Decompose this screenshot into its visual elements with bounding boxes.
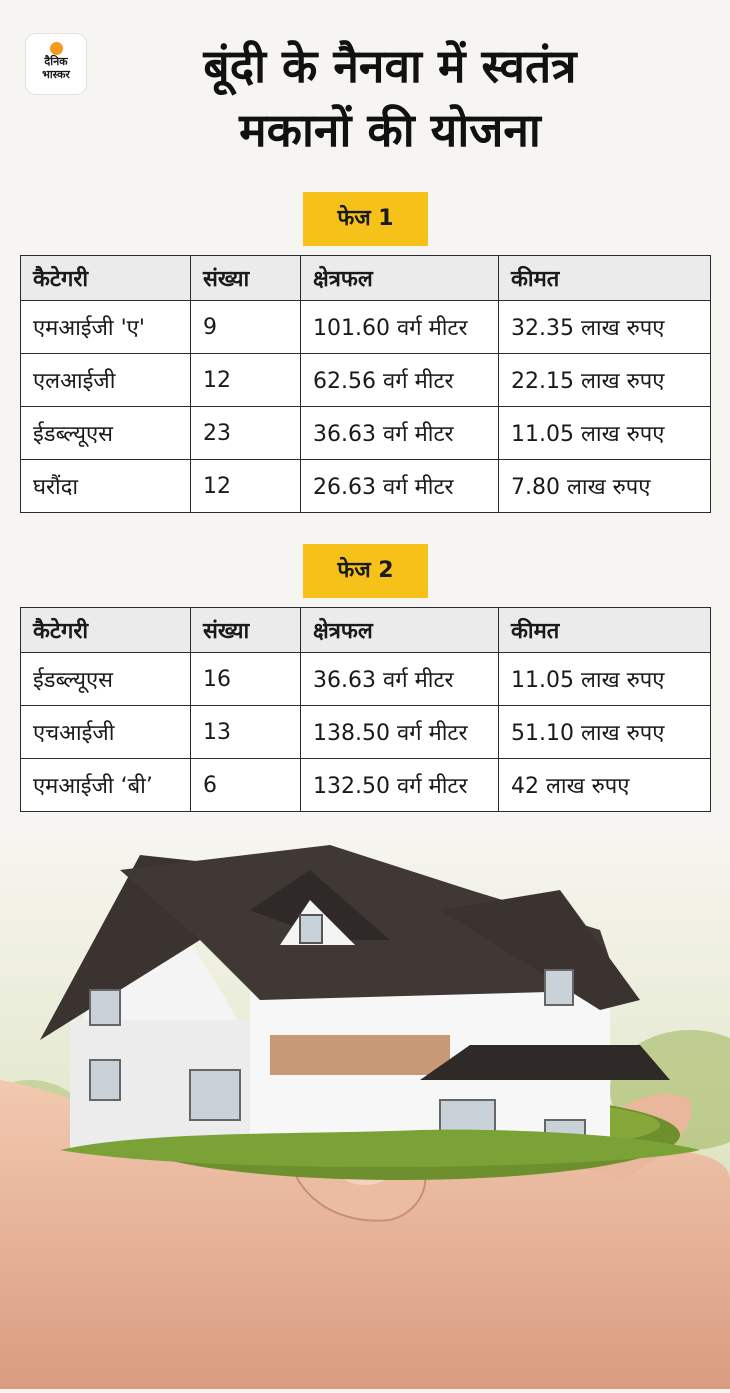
cell-area: 101.60 वर्ग मीटर (301, 301, 499, 354)
table-row (21, 759, 711, 812)
page-title (100, 34, 680, 162)
column-header-price: कीमत (499, 608, 711, 653)
table-header-row (21, 256, 711, 301)
cell-count: 12 (191, 460, 301, 513)
cell-category: एचआईजी (21, 706, 191, 759)
cell-count: 6 (191, 759, 301, 812)
phase-2-table (20, 607, 711, 812)
title-line-2: मकानों की योजना (239, 103, 541, 157)
column-header-category: कैटेगरी (21, 256, 191, 301)
column-header-count: संख्या (191, 256, 301, 301)
table-row (21, 354, 711, 407)
cell-category: ईडब्ल्यूएस (21, 653, 191, 706)
table-row (21, 407, 711, 460)
cell-price: 22.15 लाख रुपए (499, 354, 711, 407)
phase-1-table (20, 255, 711, 513)
cell-category: एमआईजी ‘बी’ (21, 759, 191, 812)
cell-category: एलआईजी (21, 354, 191, 407)
cell-category: ईडब्ल्यूएस (21, 407, 191, 460)
cell-area: 132.50 वर्ग मीटर (301, 759, 499, 812)
header (0, 0, 730, 180)
table-header-row (21, 608, 711, 653)
cell-price: 11.05 लाख रुपए (499, 407, 711, 460)
cell-count: 9 (191, 301, 301, 354)
column-header-count: संख्या (191, 608, 301, 653)
cell-category: एमआईजी 'ए' (21, 301, 191, 354)
cell-category: घरौंदा (21, 460, 191, 513)
table-row (21, 460, 711, 513)
title-line-1: बूंदी के नैनवा में स्वतंत्र (203, 39, 577, 93)
cell-area: 26.63 वर्ग मीटर (301, 460, 499, 513)
logo-text-line1: दैनिक (44, 55, 68, 68)
cell-count: 16 (191, 653, 301, 706)
cell-count: 13 (191, 706, 301, 759)
dainik-bhaskar-logo[interactable] (26, 34, 86, 94)
table-row (21, 706, 711, 759)
column-header-area: क्षेत्रफल (301, 256, 499, 301)
cell-price: 32.35 लाख रुपए (499, 301, 711, 354)
phase-1-badge: फेज 1 (303, 192, 428, 246)
house-illustration (0, 830, 730, 1389)
cell-price: 42 लाख रुपए (499, 759, 711, 812)
cell-area: 138.50 वर्ग मीटर (301, 706, 499, 759)
cell-area: 62.56 वर्ग मीटर (301, 354, 499, 407)
table-row (21, 301, 711, 354)
cell-price: 7.80 लाख रुपए (499, 460, 711, 513)
cell-count: 23 (191, 407, 301, 460)
logo-text-line2: भास्कर (42, 68, 70, 81)
cell-price: 11.05 लाख रुपए (499, 653, 711, 706)
house-on-hand-photo (0, 830, 730, 1389)
cell-price: 51.10 लाख रुपए (499, 706, 711, 759)
phase-2-badge: फेज 2 (303, 544, 428, 598)
cell-count: 12 (191, 354, 301, 407)
table-row (21, 653, 711, 706)
column-header-area: क्षेत्रफल (301, 608, 499, 653)
cell-area: 36.63 वर्ग मीटर (301, 407, 499, 460)
sun-icon (50, 42, 63, 55)
column-header-price: कीमत (499, 256, 711, 301)
column-header-category: कैटेगरी (21, 608, 191, 653)
cell-area: 36.63 वर्ग मीटर (301, 653, 499, 706)
